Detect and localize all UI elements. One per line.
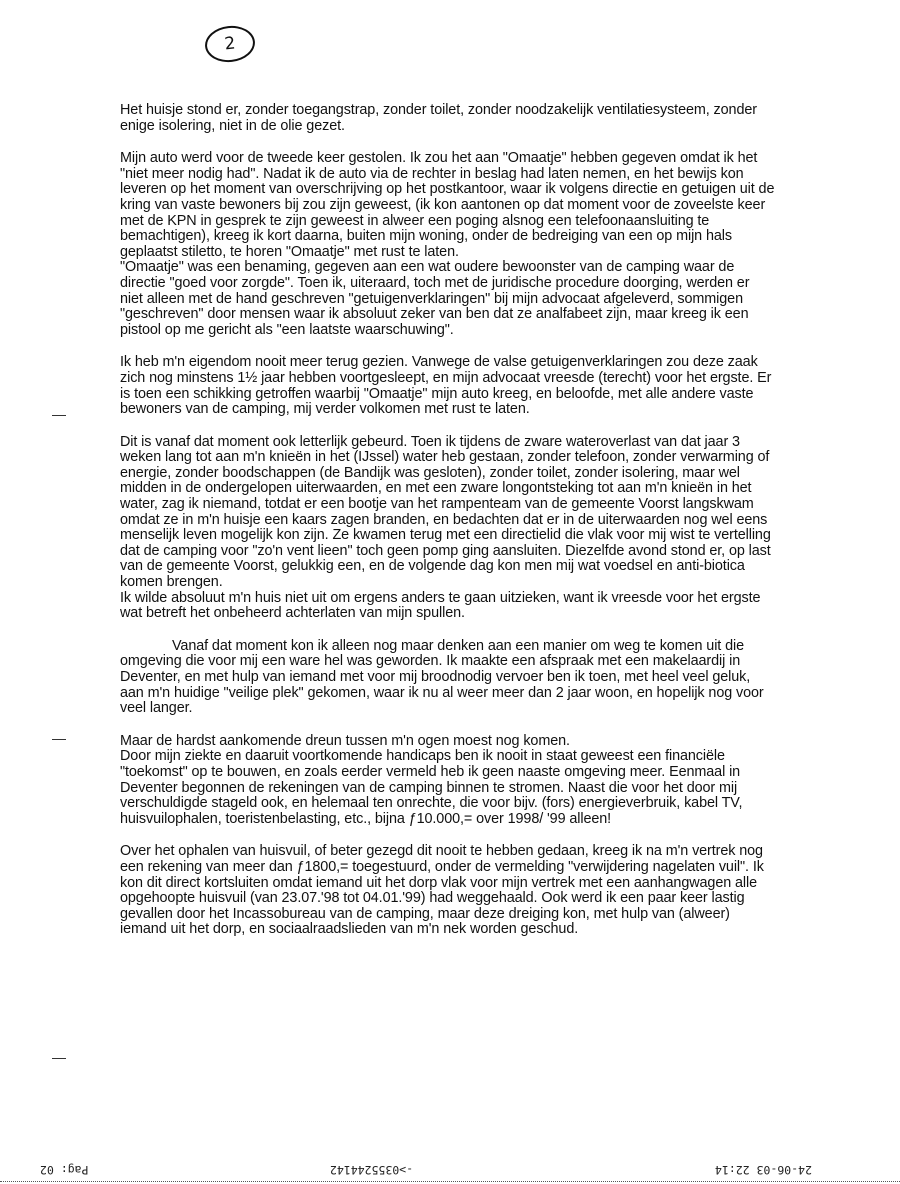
fax-header-datetime: 24-06-03 22:14 bbox=[715, 1163, 812, 1177]
paragraph-7: Vanaf dat moment kon ik alleen nog maar denken aan een manier om weg te komen uit die omgeving die voor mij een ware hel was geworden. Ik maakte een afspraak met een makelaardij in Deventer, en met hulp van iemand met voor mij broodnodig vervoer ben ik toen, met heel veel geluk, aan m'n huidige "veilige plek" gekomen, waar ik nu al weer meer dan 2 jaar woon, en hopelijk nog voor veel langer. bbox=[120, 637, 764, 717]
fax-header-number: ->0355244142 bbox=[330, 1163, 414, 1177]
fax-header-page: Pag: 02 bbox=[40, 1163, 89, 1177]
paragraph-4: Ik heb m'n eigendom nooit meer terug gezien. Vanwege de valse getuigenverklaringen zou deze zaak zich nog minstens 1½ jaar hebben voortgesleept, en mijn advocaat vreesde (terecht) voor het ergste. Er is toen een schikking getroffen waarbij "Omaatje" mijn auto kreeg, en beloofde, met alle andere vaste bewoners van de camping, mij verder volkomen met rust te laten. bbox=[120, 354, 772, 418]
paragraph-9: Door mijn ziekte en daaruit voortkomende handicaps ben ik nooit in staat geweest een financiële "toekomst" op te bouwen, en zoals eerder vermeld heb ik geen naaste omgeving meer. Eenmaal in Deventer begonnen de rekeningen van de camping binnen te stromen. Naast die voor het door mij verschuldigde stageld ook, en helemaal ten onrechte, die voor bijv. (fors) energieverbruik, kabel TV, huisvuilophalen, toeristenbelasting, etc., bijna ƒ10.000,= over 1998/ '99 alleen! bbox=[120, 748, 743, 827]
paragraph-6: Ik wilde absoluut m'n huis niet uit om ergens anders te gaan uitzieken, want ik vreesde voor het ergste wat betreft het onbeheerd achterlaten van mijn spullen. bbox=[120, 589, 761, 622]
paragraph-3: "Omaatje" was een benaming, gegeven aan een wat oudere bewoonster van de camping waar de directie "goed voor zorgde". Toen ik, uiteraard, toch met de juridische procedure doorging, werden er niet alleen met de hand geschreven "getuigenverklaringen" bij mijn advocaat afgeleverd, sommigen "geschreven" door mensen waar ik absoluut zeker van ben dat ze analfabeet zijn, maar kreeg ik een pistool op me gericht als "een laatste waarschuwing". bbox=[120, 259, 750, 338]
margin-mark bbox=[52, 1058, 66, 1059]
paragraph-2: Mijn auto werd voor de tweede keer gestolen. Ik zou het aan "Omaatje" hebben gegeven omdat ik het "niet meer nodig had". Nadat ik de auto via de rechter in beslag had laten nemen, en het bewijs kon leveren op het moment van overschrijving op het postkantoor, waar ik volgens directie en getuigen uit de kring van vaste bewoners bij zou zijn geweest, (ik kon aantonen op dat moment voor de zoveelste keer met de KPN in gesprek te zijn geweest in alweer een poging alsnog een telefoonaansluiting te bemachtigen), kreeg ik kort daarna, buiten mijn woning, onder de bedreiging van een op mijn hals geplaatst stiletto, te horen "Omaatje" met rust te laten. bbox=[120, 150, 775, 260]
paragraph-8: Maar de hardst aankomende dreun tussen m'n ogen moest nog komen. bbox=[120, 732, 570, 749]
paragraph-10: Over het ophalen van huisvuil, of beter gezegd dit nooit te hebben gedaan, kreeg ik na m'n vertrek nog een rekening van meer dan ƒ1800,= toegestuurd, onder de vermelding "verwijdering nagelaten vuil". Ik kon dit direct kortsluiten omdat iemand uit het dorp vlak voor mijn vertrek met een aanhangwagen alle opgehoopte huisvuil (van 23.07.'98 tot 04.01.'99) had weggehaald. Ook werd ik een paar keer lastig gevallen door het Incassobureau van de camping, maar deze dreiging kon, met hulp van (alweer) iemand uit het dorp, en sociaalraadslieden van m'n nek worden geschud. bbox=[120, 843, 764, 938]
margin-mark bbox=[52, 415, 66, 416]
paragraph-1: Het huisje stond er, zonder toegangstrap, zonder toilet, zonder noodzakelijk ventilatiesysteem, zonder enige isolering, niet in de olie gezet. bbox=[120, 102, 757, 134]
body-text bbox=[120, 103, 776, 938]
fax-border-line bbox=[0, 1181, 900, 1182]
handwritten-page-number: 2 bbox=[203, 23, 256, 64]
paragraph-5: Dit is vanaf dat moment ook letterlijk gebeurd. Toen ik tijdens de zware wateroverlast van dat jaar 3 weken lang tot aan m'n knieën in het (IJssel) water heb gestaan, zonder telefoon, zonder verwarming of energie, zonder boodschappen (de Bandijk was gesloten), zonder toilet, zonder isolering, maar wel midden in de ondergelopen uiterwaarden, en met een zware longontsteking tot aan m'n knieën in het water, zag ik niemand, totdat er een bootje van het rampenteam van de gemeente Voorst langskwam omdat ze in m'n huisje een kaars zagen branden, en bedachten dat er in de uiterwaarden nog wel eens menselijk leven mogelijk kon zijn. Ze kwamen terug met een directielid die vlak voor mij wist te vertelling dat de camping voor "zo'n vent lieen" toch geen pomp ging aansluiten. Diezelfde avond stond er, op last van de gemeente Voorst, gelukkig een, en de volgende dag kon men mij wat voedsel en anti-biotica komen brengen. bbox=[120, 433, 771, 591]
margin-mark bbox=[52, 739, 66, 740]
